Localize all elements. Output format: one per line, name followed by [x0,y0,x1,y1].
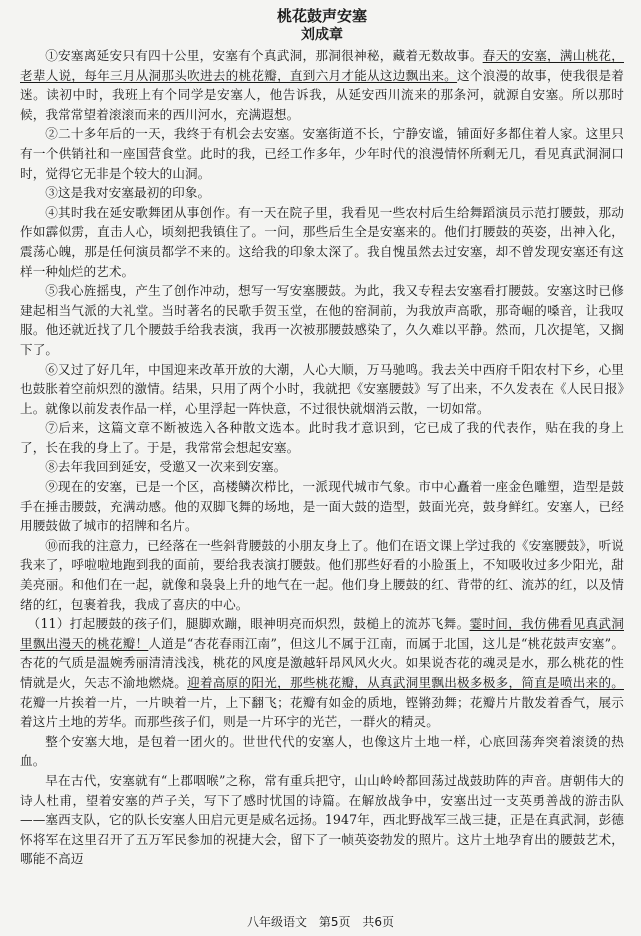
paragraph [20,183,624,203]
paragraph [20,418,624,457]
paragraph [20,281,624,359]
paragraph-text: 这个浪漫的故事，使我很是着迷。读初中时，我班上有个同学是安塞人，他告诉我，从延安西川流来的那条河，就源自安塞。所以那时候，我常常望着滚滚而来的西川河水，充满遐想。 [20,67,624,122]
paragraph-text: ⑦后来，这篇文章不断被选入各种散文选本。此时我才意识到，它已成了我的代表作，贴在我的身上了，长在我的身上了。于是，我常常会想起安塞。 [20,420,624,455]
paragraph [20,771,624,869]
paragraph-text: （11）打起腰鼓的孩子们，腿脚欢蹦，眼神明亮而炽烈，鼓槌上的流苏飞舞。 [27,616,470,632]
underlined-sentence: 春天的安塞，满山桃花，老辈人说，每年三月从洞那头吹进去的桃花瓣，直到六月才能从这边飘出来。 [20,48,624,83]
paragraph-text: ①安塞离延安只有四十公里，安塞有个真武洞，那洞很神秘，藏着无数故事。 [45,48,483,63]
paragraph [20,536,624,614]
underlined-sentence: 霎时间，我仿佛看见真武洞里飘出漫天的桃花瓣！ [20,616,624,651]
paragraph [20,46,624,124]
article-body [20,46,624,869]
footer-total-pages: 共6页 [362,915,394,929]
paragraph-text: ⑥又过了好几年，中国迎来改革开放的大潮，人心大顺，万马驰鸣。我去关中西府千阳农村下乡，心里也鼓胀着空前炽烈的激情。结果，只用了两个小时，我就把《安塞腰鼓》写了出来，不久发表在《人民日报》上。就像以前发表作品一样，心里浮起一阵快意，不过很快就烟消云散，一切如常。 [20,361,624,416]
page-footer [0,914,641,930]
paragraph [20,477,624,536]
paragraph [20,732,624,771]
paragraph [20,614,624,732]
paragraph-text: ⑤我心旌摇曳，产生了创作冲动，想写一写安塞腰鼓。为此，我又专程去安塞看打腰鼓。安塞这时已修建起相当气派的大礼堂。当时著名的民歌手贺玉堂，在他的窑洞前，为我放声高歌，那奇崛的嗓音，让我叹服。他还就近找了几个腰鼓手给我表演，我再一次被那腰鼓感染了，久久难以平静。然而，几次提笔，又搁下了。 [20,283,624,357]
paragraph-text: 花瓣一片挨着一片，一片映着一片，上下翻飞；花瓣有如金的质地，铿锵劲舞；花瓣片片散发着香气，展示着这片土地的芳华。而那些孩子们，则是一片环宇的光芒，一群火的精灵。 [20,694,624,730]
paragraph-text: 整个安塞大地，是包着一团火的。世世代代的安塞人，也像这片土地一样，心底回荡奔突着滚烫的热血。 [20,733,624,769]
paragraph-text: 早在古代，安塞就有“上郡咽喉”之称，常有重兵把守，山山岭岭都回荡过战鼓助阵的声音。唐朝伟大的诗人杜甫，望着安塞的芦子关，写下了感时忧国的诗篇。在解放战争中，安塞出过一支英勇善战的游击队——塞西支队，它的队长安塞人田启元更是威名远扬。1947年，西北野战军三战三捷，正是在真武洞，彭德怀将军在这里召开了五万军民参加的祝捷大会，留下了一帧英姿勃发的照片。这片土地孕育出的腰鼓艺术，哪能不高迈 [20,772,624,867]
paragraph [20,457,624,477]
paragraph-text: ⑧去年我回到延安，受邀又一次来到安塞。 [45,459,287,475]
paragraph-text: ⑨现在的安塞，已是一个区，高楼鳞次栉比，一派现代城市气象。市中心矗着一座金色雕塑，造型是鼓手在捶击腰鼓，充满动感。他的双脚飞舞的场地，是一面大鼓的造型，鼓面光亮，鼓身鲜红。安塞人，已经用腰鼓做了城市的招牌和名片。 [20,479,624,534]
paragraph-text: ②二十多年后的一天，我终于有机会去安塞。安塞街道不长，宁静安谧，铺面好多都住着人家。这里只有一个供销社和一座国营食堂。此时的我，已经工作多年，少年时代的浪漫情怀所剩无几，看见真武洞洞口时，觉得它无非是个较大的山洞。 [20,126,624,181]
paragraph [20,360,624,419]
paragraph [20,124,624,183]
article-title: 桃花鼓声安塞 [276,7,367,25]
article-author: 刘成章 [301,27,343,43]
article [20,6,624,869]
footer-page-number: 第5页 [318,915,351,929]
paragraph-text: ④其时我在延安歌舞团从事创作。有一天在院子里，我看见一些农村后生给舞蹈演员示范打腰鼓，那动作如霹似雳，直击人心，顷刻把我镇住了。一问，那些后生全是安塞来的。他们打腰鼓的英姿，出神入化，震荡心魄，那是任何演员都学不来的。这给我的印象太深了。我自愧虽然去过安塞，却不曾发现安塞还有这样一种灿烂的艺术。 [20,204,624,279]
footer-subject: 八年级语文 [247,915,308,929]
paragraph-text: ③这是我对安塞最初的印象。 [45,185,211,201]
paragraph-text: ⑩而我的注意力，已经落在一些斜背腰鼓的小朋友身上了。他们在语文课上学过我的《安塞腰鼓》，听说我来了，呼啦啦地跑到我的面前，要给我表演打腰鼓。他们那些好看的小脸蛋上，不知吸收过多少阳光，甜美亮丽。和他们在一起，就像和袅袅上升的地气在一起。他们身上腰鼓的红、背带的红、流苏的红，以及情绪的红，包裹着我，我成了喜庆的中心。 [20,537,624,612]
underlined-sentence: 迎着高原的阳光，那些桃花瓣，从真武洞里飘出极多极多，简直是喷出来的。 [187,675,624,690]
paragraph [20,203,624,281]
paragraph-text: 人道是“杏花春雨江南”，但这儿不属于江南，而属于北国，这儿是“桃花鼓声安塞”。杏花的气质是温婉秀丽清清浅浅，桃花的风度是激越轩昂风风火火。如果说杏花的魂灵是水，那么桃花的性情就是火，矢志不渝地燃烧。 [20,635,625,690]
